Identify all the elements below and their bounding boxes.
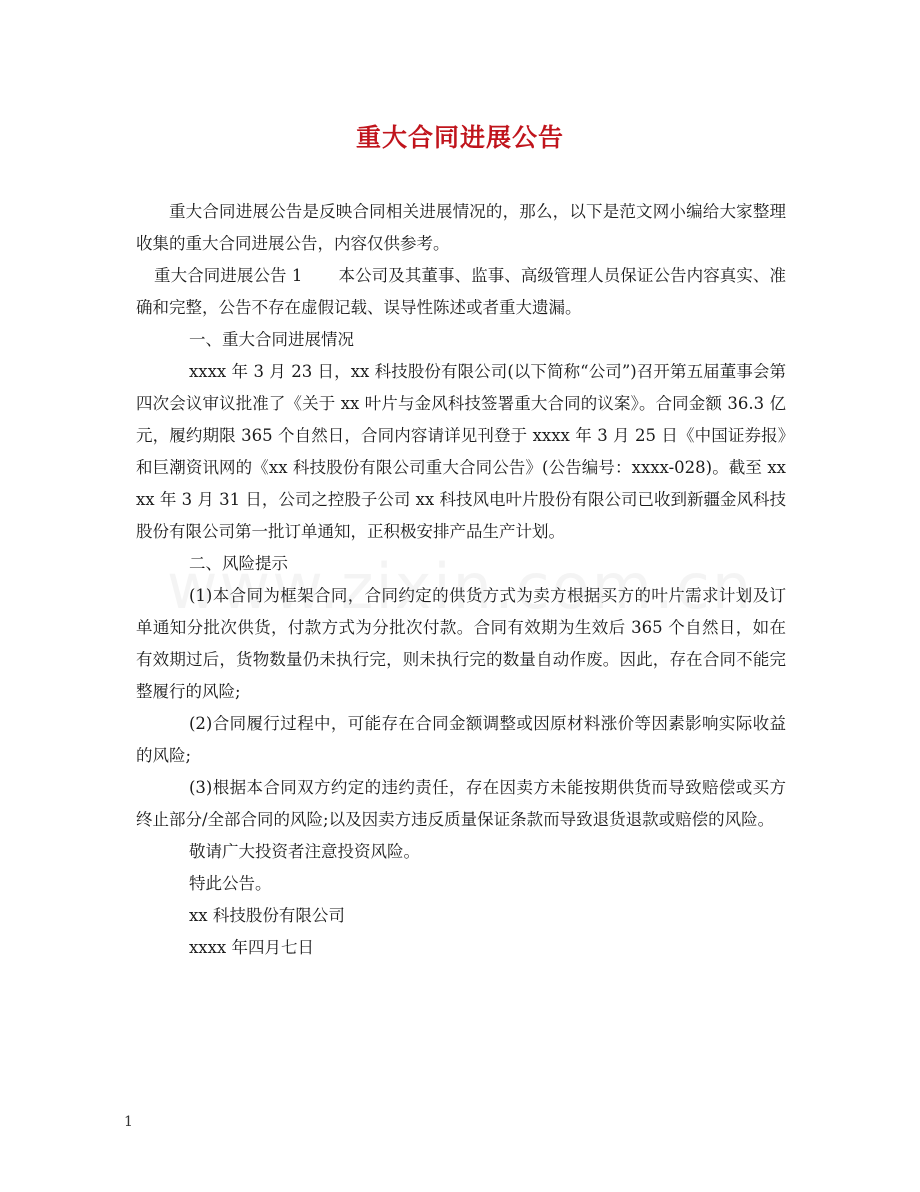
item-heading: 重大合同进展公告 1 — [154, 266, 303, 285]
section1-heading: 一、重大合同进展情况 — [189, 330, 354, 349]
document-body — [136, 196, 786, 964]
item-paragraph — [136, 260, 786, 324]
item-statement: 本公司及其董事、监事、高级管理人员保证公告内容真实、准确和完整，公告不存在虚假记载、误导性陈述或者重大遗漏。 — [136, 266, 787, 317]
intro-paragraph: 重大合同进展公告是反映合同相关进展情况的，那么，以下是范文网小编给大家整理收集的重大合同进展公告，内容仅供参考。 — [136, 202, 786, 253]
signature-date: xxxx 年四月七日 — [189, 938, 314, 957]
page-number: 1 — [124, 1114, 133, 1130]
investor-notice: 敬请广大投资者注意投资风险。 — [189, 842, 420, 861]
document-title: 重大合同进展公告 — [355, 123, 564, 152]
risk-item-2: (2)合同履行过程中，可能存在合同金额调整或因原材料涨价等因素影响实际收益的风险; — [136, 714, 786, 765]
risk-item-1: (1)本合同为框架合同，合同约定的供货方式为卖方根据买方的叶片需求计划及订单通知分批次供货，付款方式为分批次付款。合同有效期为生效后 365 个自然日，如在有效期过后，货物数量仍未执行完，则未执行完的数量自动作废。因此，存在合同不能完整履行的风险; — [136, 586, 786, 701]
section2-heading: 二、风险提示 — [189, 554, 288, 573]
risk-item-3: (3)根据本合同双方约定的违约责任，存在因卖方未能按期供货而导致赔偿或买方终止部分/全部合同的风险;以及因卖方违反质量保证条款而导致退货退款或赔偿的风险。 — [136, 778, 786, 829]
section1-body: xxxx 年 3 月 23 日，xx 科技股份有限公司(以下简称“公司”)召开第五届董事会第四次会议审议批准了《关于 xx 叶片与金风科技签署重大合同的议案》。合同金额 36.3 亿元，履约期限 365 个自然日，合同内容请详见刊登于 xxxx 年 3 月 25 日《中国证券报》和巨潮资讯网的《xx 科技股份有限公司重大合同公告》(公告编号：xxxx-028)。截至 xxxx 年 3 月 31 日，公司之控股子公司 xx 科技风电叶片股份有限公司已收到新疆金风科技股份有限公司第一批订单通知，正积极安排产品生产计划。 — [136, 362, 786, 541]
closing-line: 特此公告。 — [189, 874, 272, 893]
company-signature: xx 科技股份有限公司 — [189, 906, 345, 925]
